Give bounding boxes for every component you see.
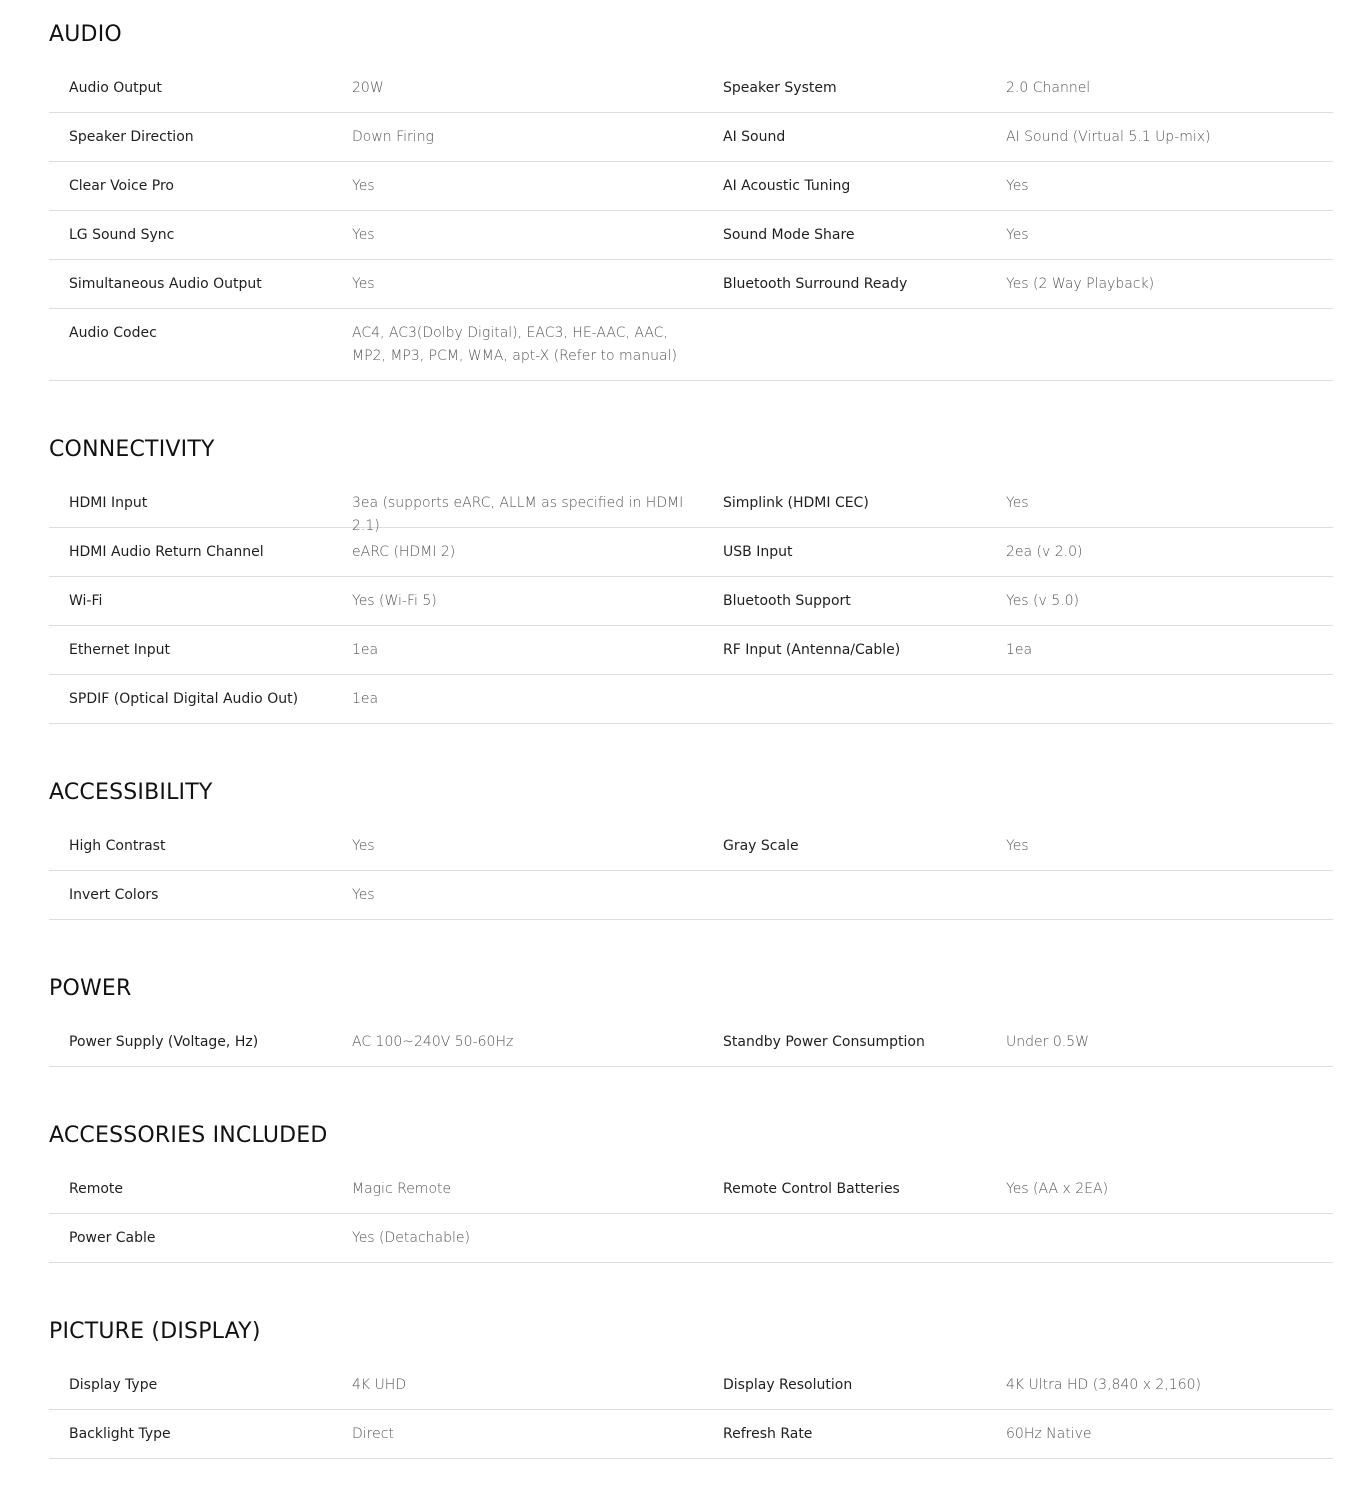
spec-value: Yes (Wi-Fi 5) [352, 593, 437, 609]
spec-value: AC 100~240V 50-60Hz [352, 1034, 514, 1050]
spec-value: Magic Remote [352, 1181, 452, 1197]
spec-value: Down Firing [352, 129, 434, 145]
spec-value: Yes [352, 227, 375, 243]
spec-value: eARC (HDMI 2) [352, 544, 456, 560]
spec-label: Power Cable [69, 1230, 156, 1246]
spec-label: Refresh Rate [723, 1426, 813, 1442]
spec-label: Display Resolution [723, 1377, 853, 1393]
section-title-connectivity: CONNECTIVITY [49, 437, 215, 462]
spec-value: 4K UHD [352, 1377, 407, 1393]
spec-label: AI Sound [723, 129, 786, 145]
spec-label: Simultaneous Audio Output [69, 276, 262, 292]
spec-label: High Contrast [69, 838, 166, 854]
spec-row [49, 260, 1333, 309]
spec-row [49, 1361, 1333, 1410]
spec-value: 2.0 Channel [1006, 80, 1091, 96]
spec-value: 1ea [352, 642, 379, 658]
spec-value: Under 0.5W [1006, 1034, 1089, 1050]
spec-label: Invert Colors [69, 887, 159, 903]
spec-value: Direct [352, 1426, 394, 1442]
spec-value: Yes [352, 838, 375, 854]
spec-value: Yes [352, 276, 375, 292]
spec-row [49, 479, 1333, 534]
spec-row [49, 309, 1333, 381]
spec-value: Yes [1006, 227, 1029, 243]
spec-row [49, 211, 1333, 260]
spec-value: Yes [352, 887, 375, 903]
spec-value: Yes [1006, 178, 1029, 194]
spec-value: 20W [352, 80, 384, 96]
spec-value: 1ea [352, 691, 379, 707]
spec-row [49, 1410, 1333, 1459]
spec-label: Bluetooth Surround Ready [723, 276, 908, 292]
spec-label: Bluetooth Support [723, 593, 851, 609]
spec-label: Speaker System [723, 80, 837, 96]
spec-label: Clear Voice Pro [69, 178, 174, 194]
spec-label: Ethernet Input [69, 642, 171, 658]
spec-value: 60Hz Native [1006, 1426, 1092, 1442]
spec-row [49, 871, 1333, 920]
spec-row [49, 1214, 1333, 1263]
spec-value: 1ea [1006, 642, 1033, 658]
spec-value: Yes [352, 178, 375, 194]
spec-label: Backlight Type [69, 1426, 171, 1442]
spec-row [49, 113, 1333, 162]
section-title-picture-display: PICTURE (DISPLAY) [49, 1319, 261, 1344]
spec-label: Audio Codec [69, 325, 157, 341]
spec-value: 4K Ultra HD (3,840 x 2,160) [1006, 1377, 1201, 1393]
spec-row [49, 675, 1333, 724]
spec-label: LG Sound Sync [69, 227, 175, 243]
section-title-power: POWER [49, 976, 132, 1001]
spec-label: USB Input [723, 544, 793, 560]
spec-row [49, 577, 1333, 626]
spec-label: Audio Output [69, 80, 162, 96]
spec-value: Yes [1006, 495, 1029, 511]
spec-row [49, 64, 1333, 113]
spec-label: Gray Scale [723, 838, 799, 854]
spec-value: Yes (Detachable) [352, 1230, 470, 1246]
spec-label: Power Supply (Voltage, Hz) [69, 1034, 259, 1050]
spec-label: Remote [69, 1181, 124, 1197]
spec-label: Display Type [69, 1377, 158, 1393]
spec-value: 2ea (v 2.0) [1006, 544, 1083, 560]
spec-row [49, 1165, 1333, 1214]
spec-label: Wi-Fi [69, 593, 103, 609]
spec-row [49, 626, 1333, 675]
spec-value: Yes (AA x 2EA) [1006, 1181, 1109, 1197]
spec-row [49, 822, 1333, 871]
spec-value: Yes (2 Way Playback) [1006, 276, 1155, 292]
spec-row [49, 162, 1333, 211]
section-title-accessories-included: ACCESSORIES INCLUDED [49, 1123, 328, 1148]
spec-label: Standby Power Consumption [723, 1034, 925, 1050]
spec-label: HDMI Input [69, 495, 148, 511]
spec-row [49, 1018, 1333, 1067]
spec-row [49, 528, 1333, 577]
spec-label: RF Input (Antenna/Cable) [723, 642, 901, 658]
spec-label: HDMI Audio Return Channel [69, 544, 264, 560]
spec-label: Remote Control Batteries [723, 1181, 900, 1197]
spec-label: SPDIF (Optical Digital Audio Out) [69, 691, 299, 707]
spec-label: Speaker Direction [69, 129, 194, 145]
spec-value: AI Sound (Virtual 5.1 Up-mix) [1006, 129, 1211, 145]
spec-label: Sound Mode Share [723, 227, 855, 243]
section-title-audio: AUDIO [49, 22, 122, 47]
section-title-accessibility: ACCESSIBILITY [49, 780, 213, 805]
spec-label: AI Acoustic Tuning [723, 178, 851, 194]
spec-value: AC4, AC3(Dolby Digital), EAC3, HE-AAC, AAC, MP2, MP3, PCM, WMA, apt-X (Refer to manual) [352, 325, 677, 364]
spec-label: Simplink (HDMI CEC) [723, 495, 869, 511]
spec-value: Yes [1006, 838, 1029, 854]
spec-value: 3ea (supports eARC, ALLM as specified in HDMI 2.1) [352, 495, 684, 534]
spec-value: Yes (v 5.0) [1006, 593, 1079, 609]
